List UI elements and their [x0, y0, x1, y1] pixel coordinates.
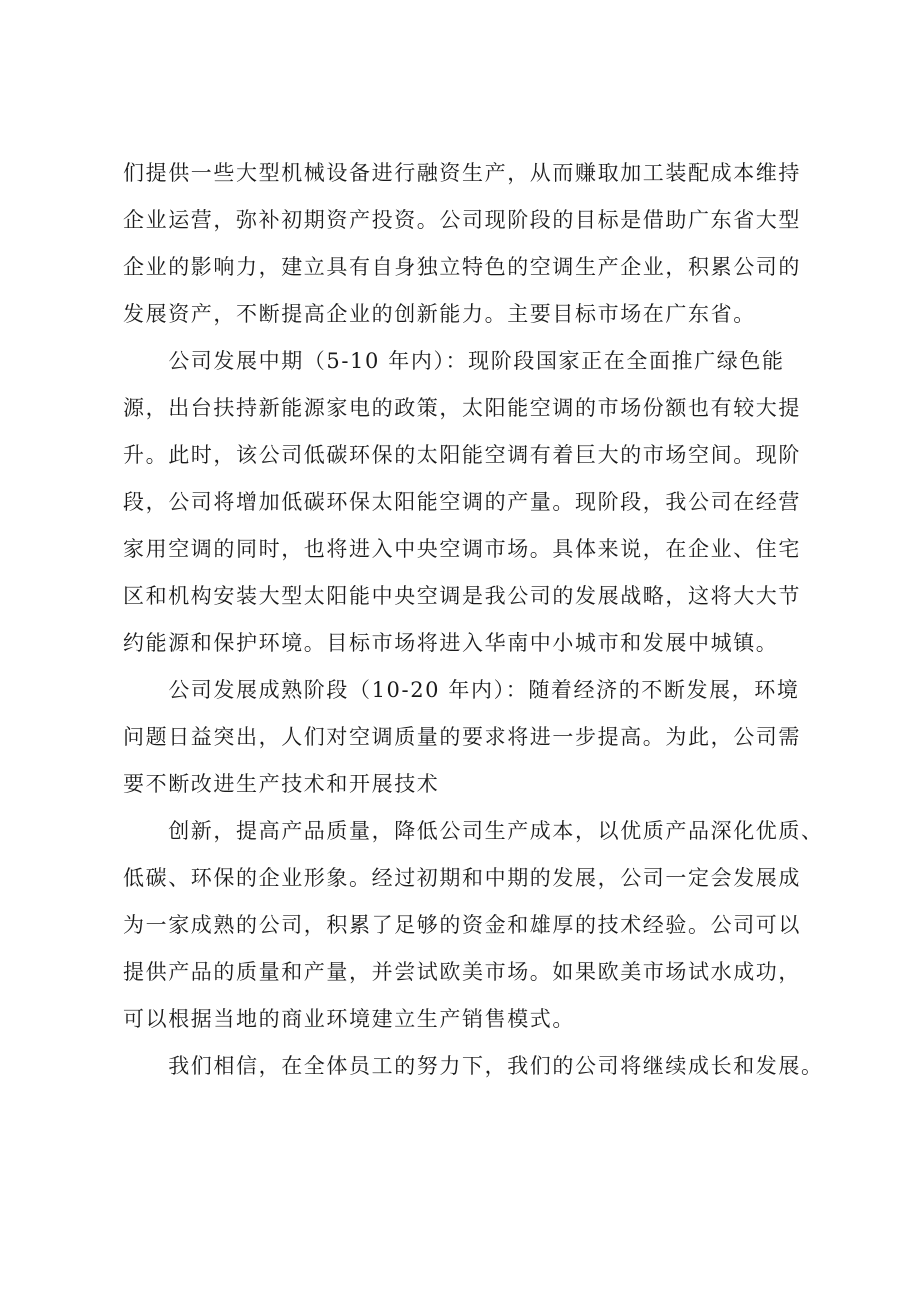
paragraph-initial-stage-continuation [123, 150, 823, 338]
text-line: 发展资产，不断提高企业的创新能力。主要目标市场在广东省。 [123, 302, 756, 326]
text-line: 创新，提高产品质量，降低公司生产成本，以优质产品深化优质、 [123, 819, 824, 843]
text-line: 可以根据当地的商业环境建立生产销售模式。 [123, 1007, 575, 1031]
text-line: 约能源和保护环境。目标市场将进入华南中小城市和发展中城镇。 [123, 631, 779, 655]
paragraph-mature-stage [123, 667, 823, 808]
text-line: 们提供一些大型机械设备进行融资生产，从而赚取加工装配成本维持 [123, 161, 801, 185]
text-line: 企业的影响力，建立具有自身独立特色的空调生产企业，积累公司的 [123, 255, 801, 279]
text-line: 公司发展成熟阶段（10-20 年内）：随着经济的不断发展，环境 [123, 678, 800, 702]
text-line: 源，出台扶持新能源家电的政策，太阳能空调的市场份额也有较大提 [123, 396, 801, 420]
text-line: 家用空调的同时，也将进入中央空调市场。具体来说，在企业、住宅 [123, 537, 801, 561]
body-text [123, 150, 823, 1090]
paragraph-innovation [123, 808, 823, 1043]
text-line: 提供产品的质量和产量，并尝试欧美市场。如果欧美市场试水成功， [123, 960, 801, 984]
text-line: 区和机构安装大型太阳能中央空调是我公司的发展战略，这将大大节 [123, 584, 801, 608]
text-line: 问题日益突出，人们对空调质量的要求将进一步提高。为此，公司需 [123, 725, 801, 749]
text-line: 要不断改进生产技术和开展技术 [123, 772, 440, 796]
text-line: 我们相信，在全体员工的努力下，我们的公司将继续成长和发展。 [123, 1054, 824, 1078]
text-line: 段，公司将增加低碳环保太阳能空调的产量。现阶段，我公司在经营 [123, 490, 801, 514]
text-line: 企业运营，弥补初期资产投资。公司现阶段的目标是借助广东省大型 [123, 208, 801, 232]
text-line: 公司发展中期（5-10 年内）：现阶段国家正在全面推广绿色能 [123, 349, 785, 373]
text-line: 为一家成熟的公司，积累了足够的资金和雄厚的技术经验。公司可以 [123, 913, 801, 937]
paragraph-middle-stage [123, 338, 823, 667]
text-line: 低碳、环保的企业形象。经过初期和中期的发展，公司一定会发展成 [123, 866, 801, 890]
text-line: 升。此时，该公司低碳环保的太阳能空调有着巨大的市场空间。现阶 [123, 443, 801, 467]
paragraph-closing [123, 1043, 823, 1090]
